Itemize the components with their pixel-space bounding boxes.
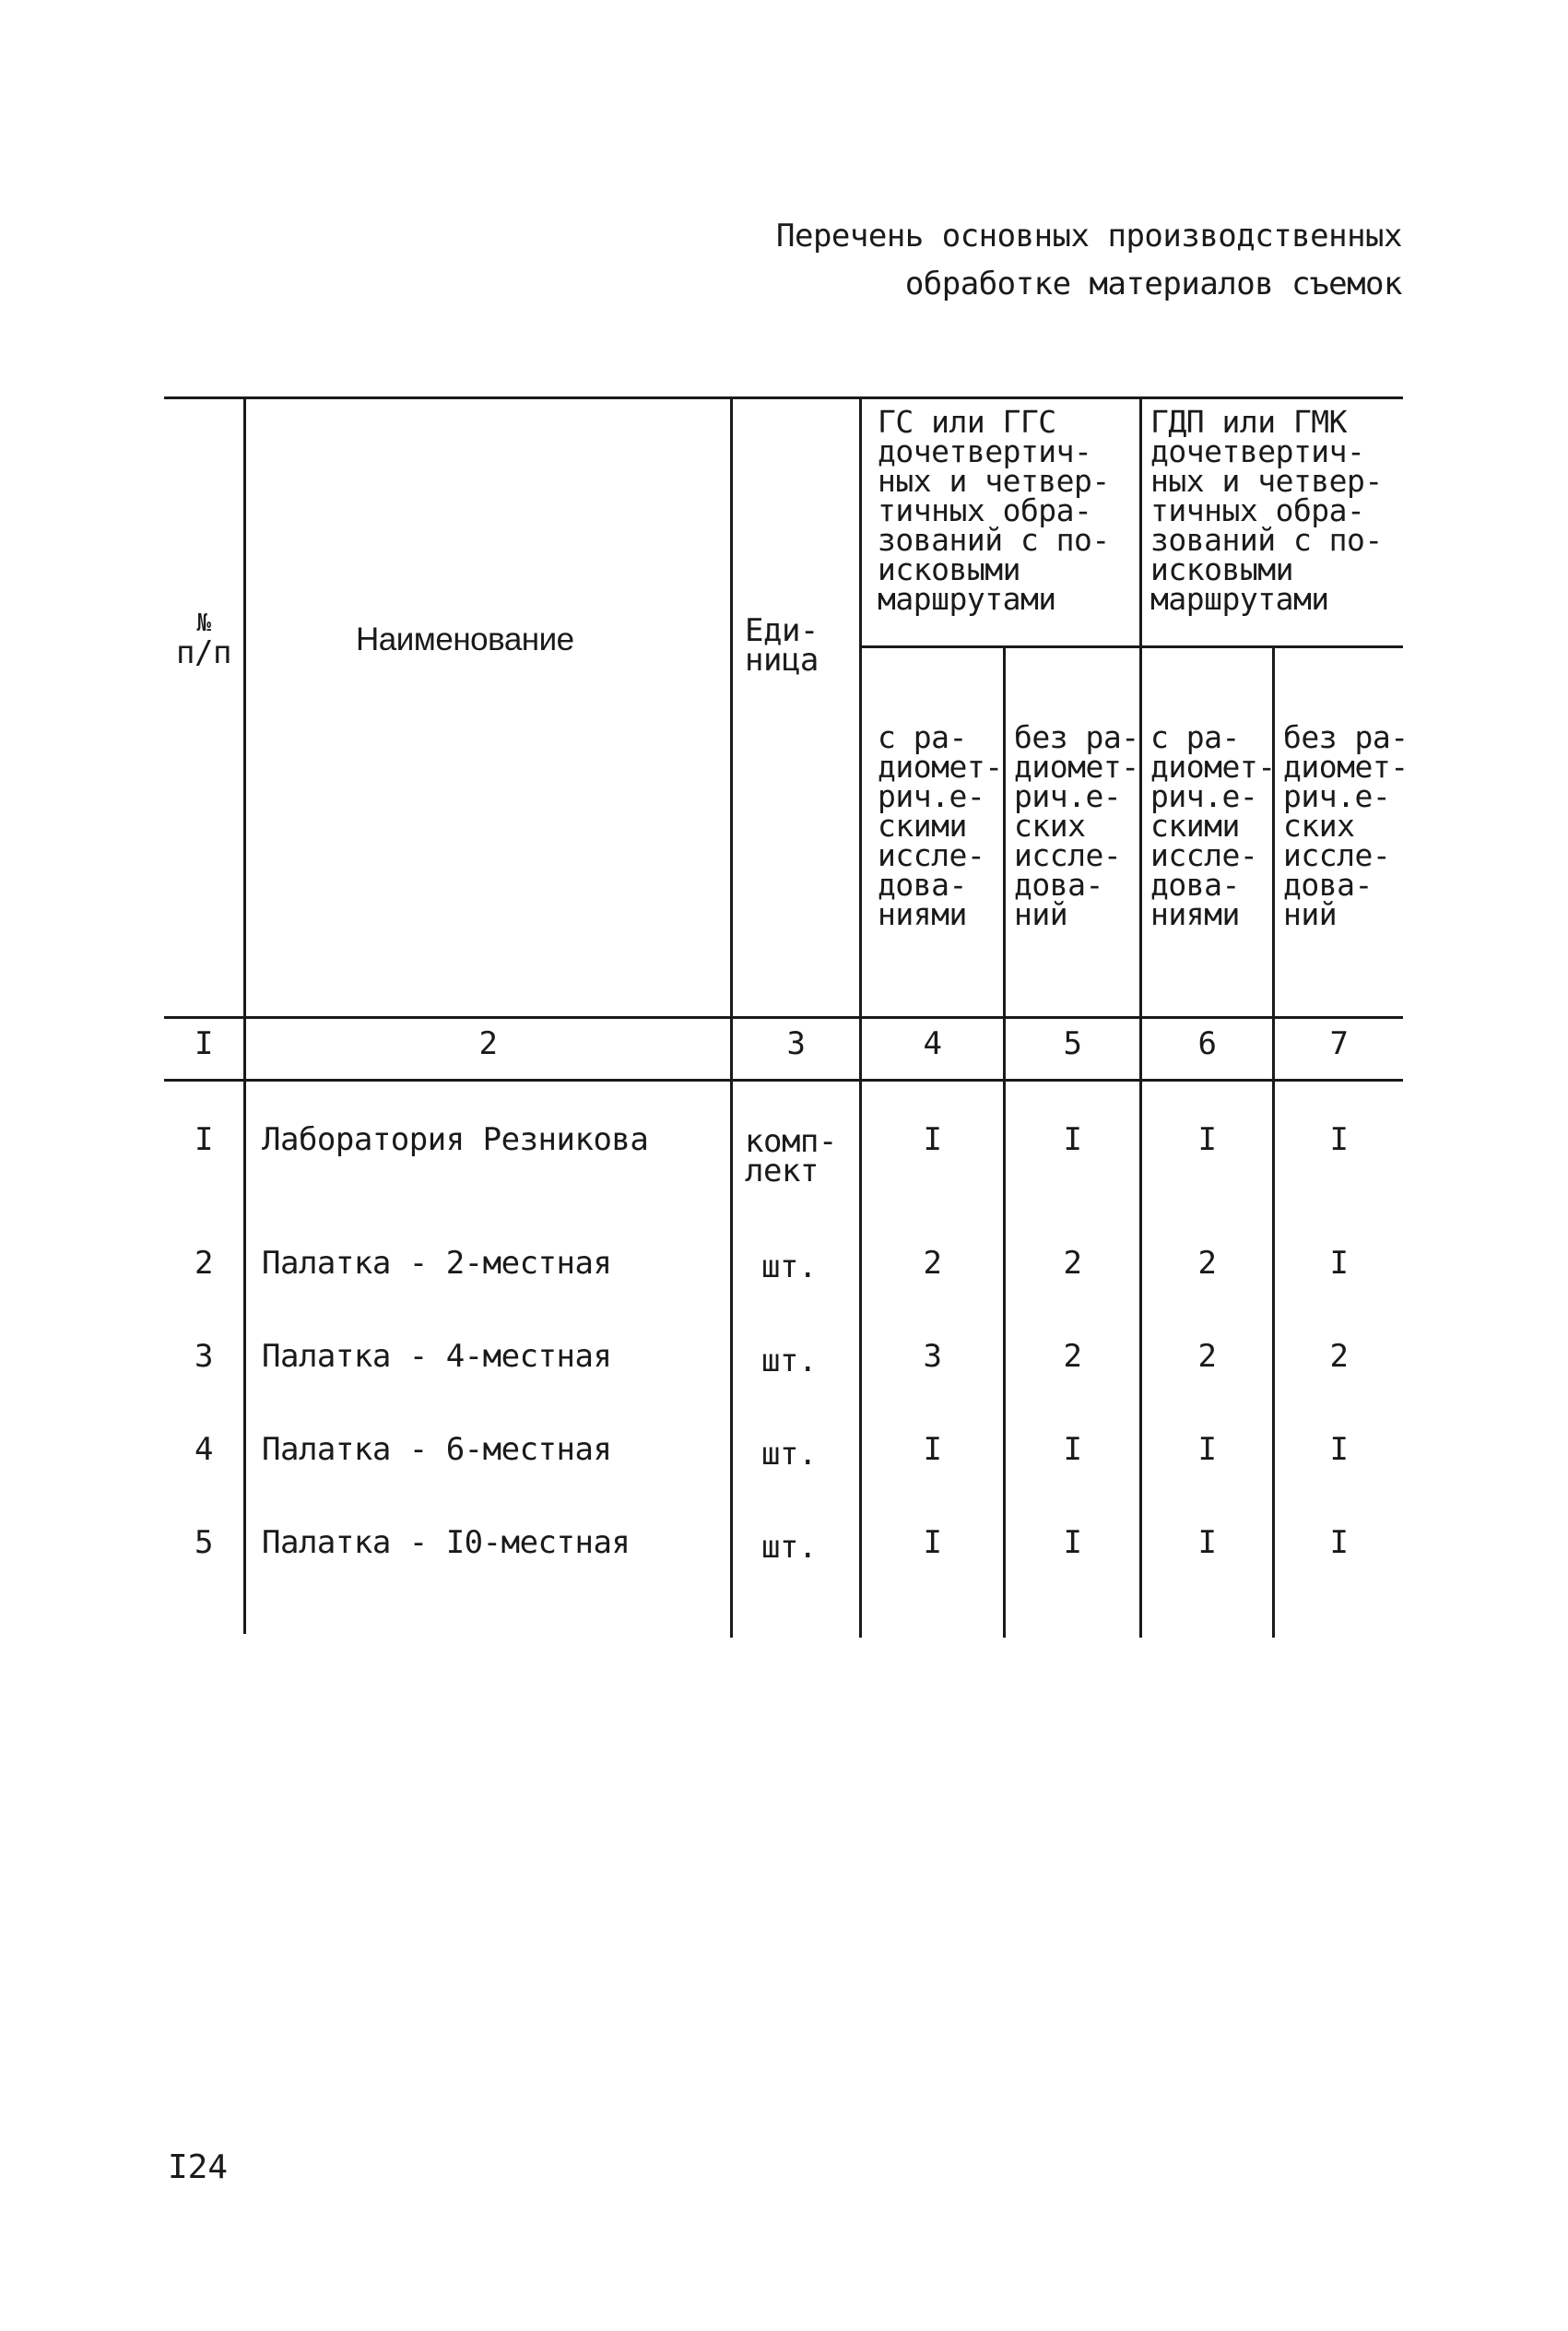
table-row-unit: шт. [761, 1529, 817, 1566]
column-numbers-bottom-rule [164, 1079, 1403, 1082]
header-num: № п/п [176, 609, 231, 671]
page-number: I24 [168, 2148, 229, 2186]
table-row-c4: 3 [923, 1338, 942, 1375]
table-row-name: Палатка - 4-местная [262, 1338, 612, 1375]
colnum-7: 7 [1329, 1025, 1349, 1062]
table-row-name: Палатка - 6-местная [262, 1431, 612, 1468]
table-row-c6: I [1197, 1121, 1217, 1158]
colnum-2: 2 [478, 1025, 498, 1062]
table-top-rule [164, 396, 1403, 399]
colnum-3: 3 [786, 1025, 806, 1062]
table-row-c4: I [923, 1121, 942, 1158]
header-name: Наименование [356, 621, 574, 657]
table-row-c7: I [1329, 1245, 1349, 1282]
col-divider-1 [243, 396, 246, 1634]
table-row-c6: I [1197, 1524, 1217, 1561]
col-divider-2 [730, 396, 733, 1638]
table-row-c5: 2 [1063, 1338, 1082, 1375]
table-row-c5: I [1063, 1121, 1082, 1158]
table-row-unit: шт. [761, 1436, 817, 1473]
page-title [776, 212, 1402, 308]
colnum-4: 4 [923, 1025, 942, 1062]
table-row-c4: I [923, 1524, 942, 1561]
table-row-num: 4 [195, 1431, 213, 1468]
subheader-col4: с ра- диомет- рич.е- скими иссле- дова- ниями [878, 719, 1003, 932]
subheader-rule [861, 645, 1403, 648]
header-unit: Еди- ница [745, 612, 819, 679]
table-row-name: Лаборатория Резникова [262, 1121, 649, 1158]
table-row-num: I [195, 1121, 213, 1158]
colnum-6: 6 [1197, 1025, 1217, 1062]
table-row-name: Палатка - 2-местная [262, 1245, 612, 1282]
table-row-c7: I [1329, 1121, 1349, 1158]
table-row-num: 3 [195, 1338, 213, 1375]
table-row-unit: шт. [761, 1248, 817, 1285]
table-row-c6: I [1197, 1431, 1217, 1468]
table-row-num: 2 [195, 1245, 213, 1282]
table-row-c6: 2 [1197, 1338, 1217, 1375]
table-row-c7: I [1329, 1431, 1349, 1468]
table-row-c7: I [1329, 1524, 1349, 1561]
table-row-c7: 2 [1329, 1338, 1349, 1375]
subheader-col6: с ра- диомет- рич.е- скими иссле- дова- ниями [1150, 719, 1276, 932]
column-numbers-top-rule [164, 1016, 1403, 1019]
table-row-unit: шт. [761, 1343, 817, 1379]
table-row-c5: 2 [1063, 1245, 1082, 1282]
table-row-c4: 2 [923, 1245, 942, 1282]
table-row-num: 5 [195, 1524, 213, 1561]
subheader-col5: без ра- диомет- рич.е- ских иссле- дова- ний [1014, 719, 1139, 932]
title-line-1: Перечень основных производственных [776, 218, 1402, 254]
table-row-unit: комп- лект [745, 1123, 837, 1189]
table-row-c4: I [923, 1431, 942, 1468]
header-group-gs: ГС или ГГС дочетвертич- ных и четвер- тичных обра- зований с по- исковыми маршрутами [878, 404, 1110, 617]
table-row-c5: I [1063, 1524, 1082, 1561]
table-row-c5: I [1063, 1431, 1082, 1468]
title-line-2: обработке материалов съемок [904, 266, 1402, 302]
colnum-1: I [195, 1025, 213, 1062]
table-row-c6: 2 [1197, 1245, 1217, 1282]
table-row-name: Палатка - I0-местная [262, 1524, 631, 1561]
header-group-gdp: ГДП или ГМК дочетвертич- ных и четвер- тичных обра- зований с по- исковыми маршрутами [1150, 404, 1383, 617]
colnum-5: 5 [1063, 1025, 1082, 1062]
subheader-col7: без ра- диомет- рич.е- ских иссле- дова- ний [1283, 719, 1409, 932]
